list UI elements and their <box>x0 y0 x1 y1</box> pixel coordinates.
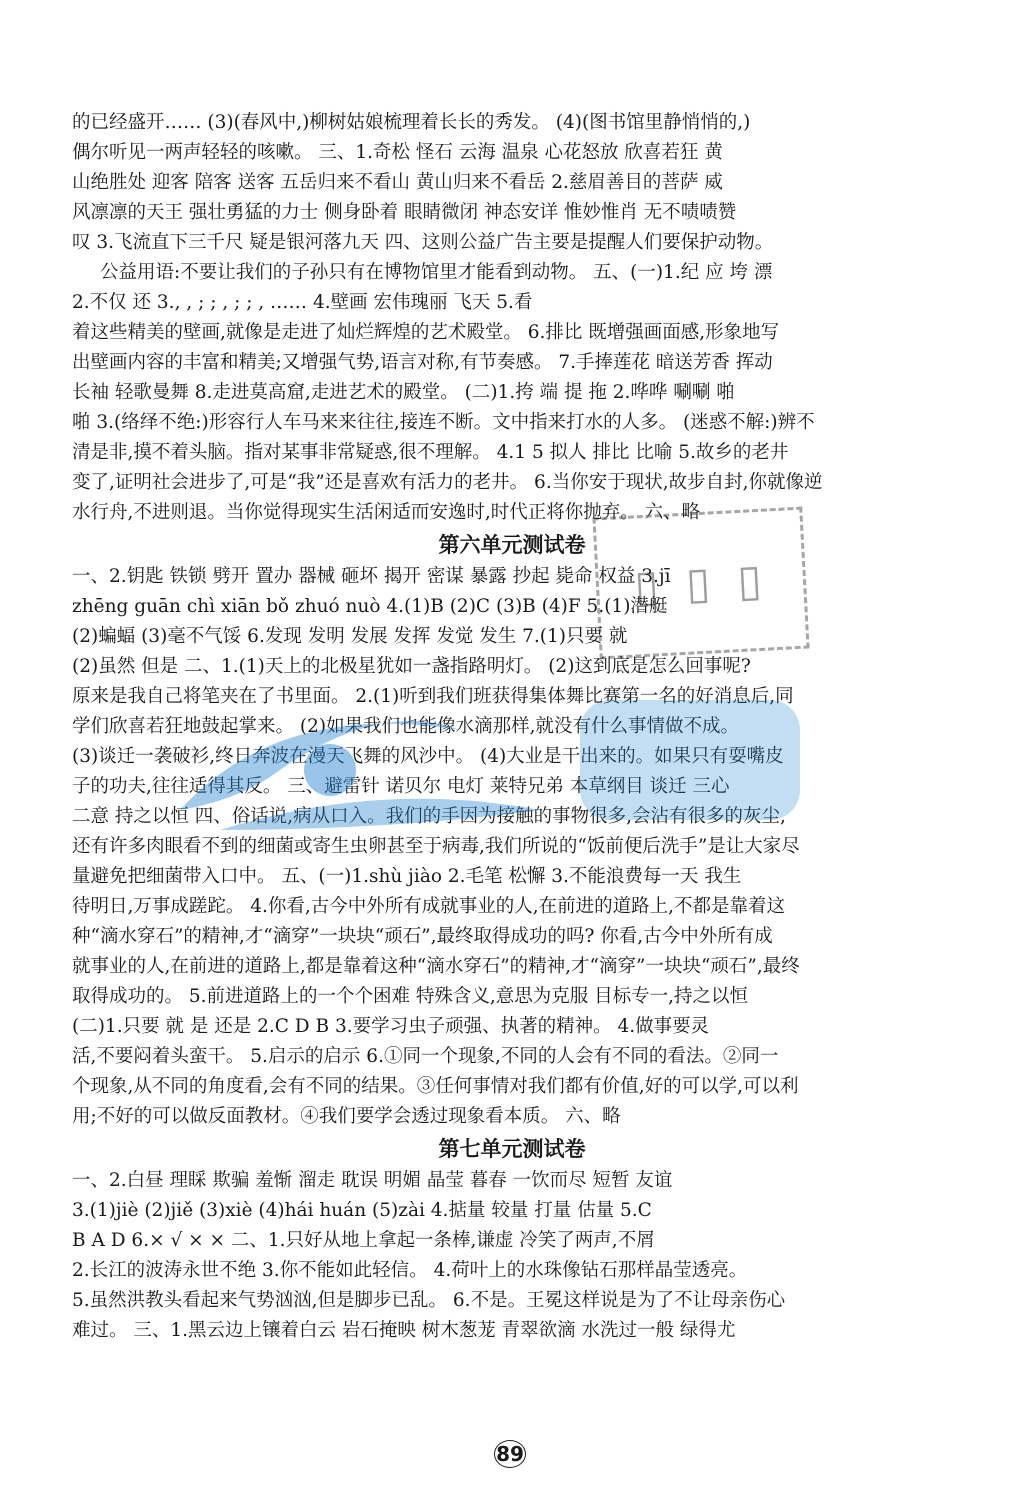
text-line: 啪 3.(络绎不绝:)形容行人车马来来往往,接连不断。文中指来打水的人多。 (迷惑不解:)辨不 <box>72 412 815 433</box>
text-line: 还有许多肉眼看不到的细菌或寄生虫卵甚至于病毒,我们所说的“饭前便后洗手”是让大家尽 <box>72 836 800 857</box>
text-line: 2.长江的波涛永世不绝 3.你不能如此轻信。 4.荷叶上的水珠像钻石那样晶莹透亮。 <box>72 1260 748 1281</box>
text-line: 变了,证明社会进步了,可是“我”还是喜欢有活力的老井。 6.当你安于现状,故步自封,你就像逆 <box>72 472 823 493</box>
text-line: 取得成功的。 5.前进道路上的一个个困难 特殊含义,意思为克服 目标专一,持之以恒 <box>72 986 749 1007</box>
section-6-title: 第六单元测试卷 <box>438 533 586 557</box>
text-line: 用;不好的可以做反面教材。④我们要学会透过现象看本质。 六、略 <box>72 1106 621 1127</box>
text-line: 学们欣喜若狂地鼓起掌来。 (2)如果我们也能像水滴那样,就没有什么事情做不成。 <box>72 716 739 737</box>
text-line: 一、2.钥匙 铁锁 劈开 置办 器械 砸坏 揭开 密谋 暴露 抄起 毙命 权益 3.jī <box>72 566 671 587</box>
text-line: 偶尔听见一两声轻轻的咳嗽。 三、1.奇松 怪石 云海 温泉 心花怒放 欣喜若狂 黄 <box>72 142 723 163</box>
section-5-continued <box>72 108 952 528</box>
text-line: 长袖 轻歌曼舞 8.走进莫高窟,走进艺术的殿堂。 (二)1.挎 端 提 拖 2.哗哗 唰唰 啪 <box>72 382 735 403</box>
text-line: zhēng guān chì xiān bǒ zhuó nuò 4.(1)B (2)C (3)B (4)F 5.(1)潜艇 <box>72 596 668 617</box>
stamp-mark: ▯ ▯ ▯ <box>592 507 809 660</box>
text-line: 个现象,从不同的角度看,会有不同的结果。③任何事情对我们都有价值,好的可以学,可以利 <box>72 1076 799 1097</box>
text-line: 活,不要闷着头蛮干。 5.启示的启示 6.①同一个现象,不同的人会有不同的看法。②同一 <box>72 1046 779 1067</box>
text-line: 的已经盛开…… (3)(春风中,)柳树姑娘梳理着长长的秀发。 (4)(图书馆里静悄悄的,) <box>72 112 751 133</box>
text-line: 原来是我自己将笔夹在了书里面。 2.(1)听到我们班获得集体舞比赛第一名的好消息后,同 <box>72 686 794 707</box>
text-line: 水行舟,不进则退。当你觉得现实生活闲适而安逸时,时代正将你抛弃。 六、略 <box>72 502 701 523</box>
text-line: 量避免把细菌带入口中。 五、(一)1.shù jiào 2.毛笔 松懈 3.不能浪费每一天 我生 <box>72 866 742 887</box>
text-line: (二)1.只要 就 是 还是 2.C D B 3.要学习虫子顽强、执著的精神。 4.做事要灵 <box>72 1016 710 1037</box>
text-line: 就事业的人,在前进的道路上,都是靠着这种“滴水穿石”的精神,才“滴穿”一块块“顽石”,最终 <box>72 956 800 977</box>
text-line: 5.虽然洪教头看起来气势汹汹,但是脚步已乱。 6.不是。王冕这样说是为了不让母亲伤心 <box>72 1290 786 1311</box>
text-line: 种“滴水穿石”的精神,才“滴穿”一块块“顽石”,最终取得成功的吗? 你看,古今中外所有成 <box>72 926 773 947</box>
text-line: 公益用语:不要让我们的子孙只有在博物馆里才能看到动物。 五、(一)1.纪 应 垮 漂 <box>100 262 773 283</box>
text-line: 3.(1)jiè (2)jiě (3)xiè (4)hái huán (5)zài 4.掂量 较量 打量 估量 5.C <box>72 1200 652 1221</box>
section-7-answers <box>72 1166 952 1346</box>
text-line: 难过。 三、1.黑云边上镶着白云 岩石掩映 树木葱茏 青翠欲滴 水洗过一般 绿得尤 <box>72 1320 736 1341</box>
text-line: 待明日,万事成蹉跎。 4.你看,古今中外所有成就事业的人,在前进的道路上,不都是靠着这 <box>72 896 786 917</box>
text-line: (2)虽然 但是 二、1.(1)天上的北极星犹如一盏指路明灯。 (2)这到底是怎么回事呢? <box>72 656 751 677</box>
page-number: 89 <box>480 1434 540 1474</box>
section-6-answers <box>72 562 952 1132</box>
text-line: (2)蝙蝠 (3)毫不气馁 6.发现 发明 发展 发挥 发觉 发生 7.(1)只要 就 <box>72 626 628 647</box>
text-line: 一、2.白昼 理睬 欺骗 羞惭 溜走 耽误 明媚 晶莹 暮春 一饮而尽 短暂 友谊 <box>72 1170 673 1191</box>
section-7-title: 第七单元测试卷 <box>438 1137 586 1161</box>
text-line: 2.不仅 还 3., , ; ; , ; ; , …… 4.壁画 宏伟瑰丽 飞天 5.看 <box>72 292 533 313</box>
text-line: 清是非,摸不着头脑。指对某事非常疑惑,很不理解。 4.1 5 拟人 排比 比喻 5.故乡的老井 <box>72 442 789 463</box>
answer-page <box>72 108 952 1346</box>
text-line: (3)谈迁一袭破衫,终日奔波在漫天飞舞的风沙中。 (4)大业是干出来的。如果只有耍嘴皮 <box>72 746 784 767</box>
text-line: 出壁画内容的丰富和精美;又增强气势,语言对称,有节奏感。 7.手捧莲花 暗送芳香 挥动 <box>72 352 773 373</box>
text-line: 着这些精美的壁画,就像是走进了灿烂辉煌的艺术殿堂。 6.排比 既增强画面感,形象地写 <box>72 322 780 343</box>
text-line: B A D 6.× √ × × 二、1.只好从地上拿起一条棒,谦虚 冷笑了两声,不屑 <box>72 1230 655 1251</box>
text-line: 子的功夫,往往适得其反。 三、避雷针 诺贝尔 电灯 莱特兄弟 本草纲目 谈迁 三心 <box>72 776 730 797</box>
text-line: 叹 3.飞流直下三千尺 疑是银河落九天 四、这则公益广告主要是提醒人们要保护动物。 <box>72 232 774 253</box>
text-line: 风凛凛的天王 强壮勇猛的力士 侧身卧着 眼睛微闭 神态安详 惟妙惟肖 无不啧啧赞 <box>72 202 737 223</box>
text-line: 山绝胜处 迎客 陪客 送客 五岳归来不看山 黄山归来不看岳 2.慈眉善目的菩萨 威 <box>72 172 723 193</box>
text-line: 二意 持之以恒 四、俗话说,病从口入。我们的手因为接触的事物很多,会沾有很多的灰尘, <box>72 806 786 827</box>
